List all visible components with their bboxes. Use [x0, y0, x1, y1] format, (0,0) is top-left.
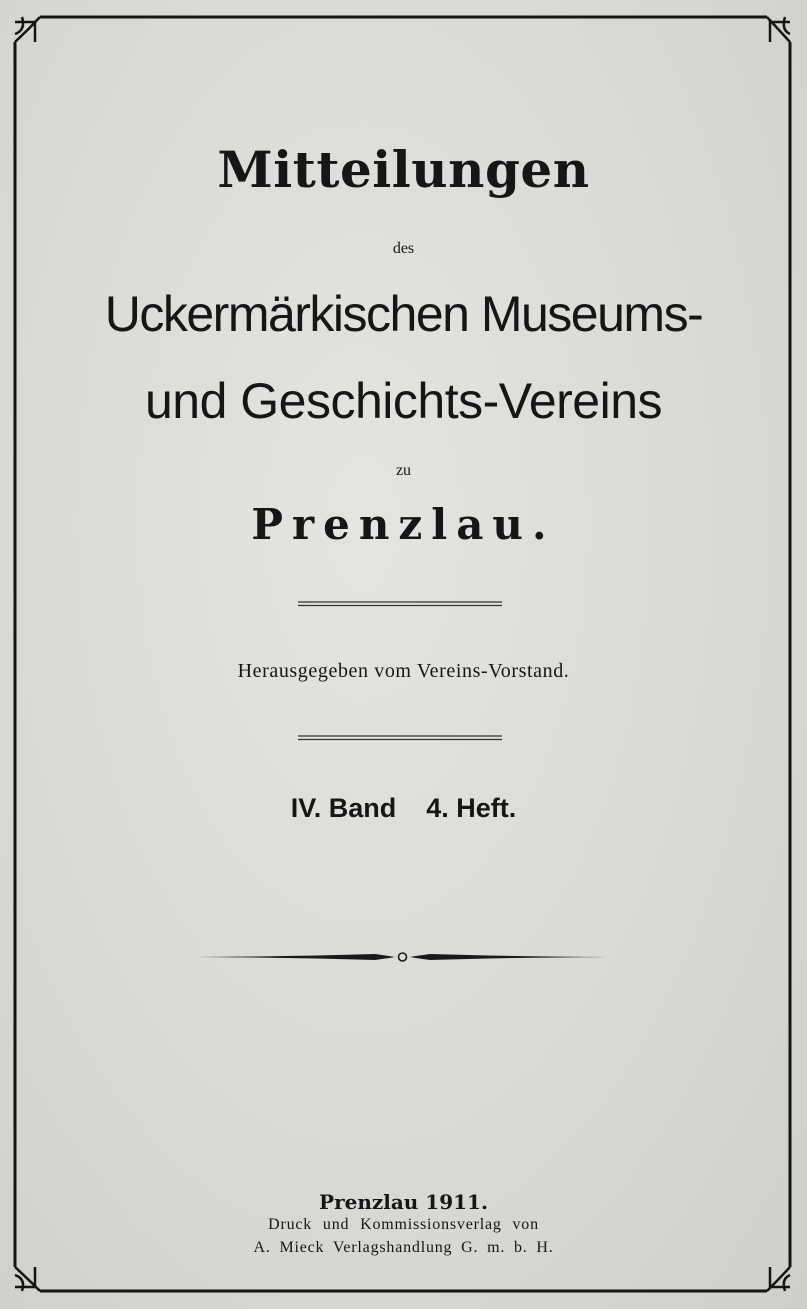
imprint-publisher-line-1: Druck und Kommissionsverlag von — [268, 1216, 539, 1233]
corner-ornament-bottom-right — [767, 1267, 790, 1291]
imprint-place-year: Prenzlau 1911. — [319, 1190, 488, 1214]
organization-name-line-2: und Geschichts-Vereins — [144, 373, 663, 429]
connector-zu: zu — [395, 462, 412, 479]
double-rule-lower — [298, 734, 502, 742]
ornamental-divider — [195, 948, 610, 966]
divider-swell-right — [410, 954, 608, 960]
corner-ornament-bottom-left — [15, 1267, 40, 1291]
volume-heft: 4. Heft. — [426, 793, 517, 823]
organization-name-line-1: Uckermärkischen Museums- — [104, 286, 703, 342]
city-name: Prenzlau. — [251, 500, 556, 549]
imprint-publisher-line-2: A. Mieck Verlagshandlung G. m. b. H. — [253, 1239, 554, 1256]
volume-band: IV. Band — [290, 793, 397, 823]
volume-issue — [0, 793, 807, 824]
corner-ornament-top-left — [15, 17, 40, 42]
editor-statement: Herausgegeben vom Vereins-Vorstand. — [237, 660, 570, 682]
corner-ornament-top-right — [767, 17, 790, 42]
publication-title: Mitteilungen — [217, 140, 590, 199]
divider-center-knot — [399, 953, 407, 961]
divider-swell-left — [197, 954, 395, 960]
double-rule-upper — [298, 600, 502, 608]
border-outer-line — [15, 17, 790, 1291]
connector-des: des — [392, 240, 415, 257]
